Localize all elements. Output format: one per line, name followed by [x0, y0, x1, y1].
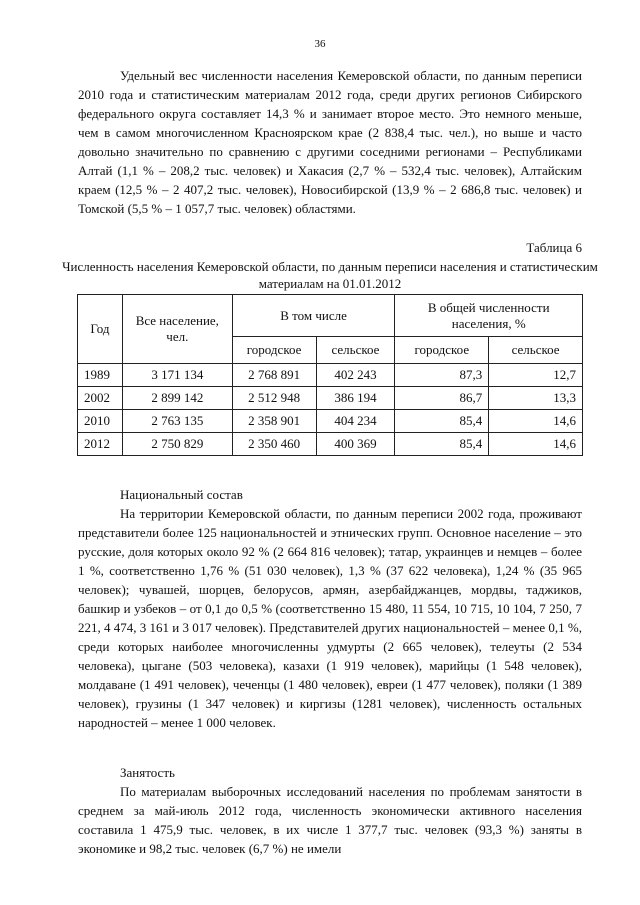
header-rural: сельское	[316, 337, 395, 364]
nationality-paragraph: На территории Кемеровской области, по данным переписи 2002 года, проживают представители более 125 национальностей и этнических групп. Основное население – это русские, доля которых около 92 % (2 664 816 человек); татар, украинцев и немцев – более 1 %, соответственно 1,76 % (51 030 человек), 1,3 % (37 622 человека), 1,24 % (35 965 человек); чувашей, шорцев, белорусов, армян, азербайджанцев, мордвы, таджиков, башкир и узбеков – от 0,1 до 0,5 % (соответственно 15 480, 11 554, 10 715, 10 104, 7 250, 7 221, 4 474, 3 161 и 3 017 человек). Представителей других национальностей – менее 0,1 %, среди которых наиболее многочисленны удмурты (2 665 человек), телеуты (2 534 человека), цыгане (503 человека), казахи (1 919 человек), марийцы (1 548 человек), молдаване (1 491 человек), чеченцы (1 480 человек), евреи (1 477 человек), поляки (1 389 человек), грузины (1 347 человек) и киргизы (1281 человек), численность остальных народностей – менее 1 000 человек.	[78, 506, 582, 730]
cell-total: 2 763 135	[122, 410, 232, 433]
cell-urban-pct: 87,3	[395, 364, 489, 387]
employment-paragraph: По материалам выборочных исследований населения по проблемам занятости в среднем за май-июль 2012 года, численность экономически активного населения составила 1 475,9 тыс. человек, в их числе 1 377,7 тыс. человек (93,3 %) заняты в экономике и 98,2 тыс. человек (6,7 %) не имели	[78, 784, 582, 856]
cell-urban-pct: 85,4	[395, 410, 489, 433]
cell-year: 2002	[78, 387, 123, 410]
table-row	[78, 410, 583, 433]
cell-year: 2012	[78, 433, 123, 456]
section-title-employment: Занятость	[120, 765, 175, 780]
table-row	[78, 433, 583, 456]
header-rural-pct: сельское	[489, 337, 583, 364]
cell-total: 3 171 134	[122, 364, 232, 387]
header-urban-pct: городское	[395, 337, 489, 364]
table-caption: Численность населения Кемеровской области, по данным переписи населения и статистическим материалам на 01.01.2012	[62, 259, 598, 291]
table-label: Таблица 6	[526, 240, 582, 255]
cell-year: 1989	[78, 364, 123, 387]
cell-urban: 2 350 460	[232, 433, 316, 456]
cell-urban: 2 768 891	[232, 364, 316, 387]
cell-urban-pct: 85,4	[395, 433, 489, 456]
header-year: Год	[78, 295, 123, 364]
header-share: В общей численности населения, %	[395, 295, 583, 337]
cell-total: 2 750 829	[122, 433, 232, 456]
cell-year: 2010	[78, 410, 123, 433]
cell-urban-pct: 86,7	[395, 387, 489, 410]
cell-rural-pct: 14,6	[489, 433, 583, 456]
section-title-nationality: Национальный состав	[120, 487, 243, 502]
cell-rural: 402 243	[316, 364, 395, 387]
intro-paragraph: Удельный вес численности населения Кемеровской области, по данным переписи 2010 года и статистическим материалам 2012 года, среди других регионов Сибирского федерального округа составляет 14,3 % и занимает второе место. Это немного меньше, чем в самом многочисленном Красноярском крае (2 838,4 тыс. чел.), но выше и часто довольно значительно по сравнению с другими соседними регионами – Республиками Алтай (1,1 % – 208,2 тыс. человек) и Хакасия (2,7 % – 532,4 тыс. человек), Алтайским краем (12,5 % – 2 407,2 тыс. человек), Новосибирской (13,9 % – 2 686,8 тыс. человек) и Томской (5,5 % – 1 057,7 тыс. человек) областями.	[78, 68, 582, 216]
cell-rural: 386 194	[316, 387, 395, 410]
cell-rural: 404 234	[316, 410, 395, 433]
cell-rural-pct: 14,6	[489, 410, 583, 433]
cell-urban: 2 512 948	[232, 387, 316, 410]
header-urban: городское	[232, 337, 316, 364]
cell-rural-pct: 13,3	[489, 387, 583, 410]
header-in-total: В том числе	[232, 295, 395, 337]
cell-rural-pct: 12,7	[489, 364, 583, 387]
table-row	[78, 364, 583, 387]
header-total: Все население, чел.	[122, 295, 232, 364]
cell-urban: 2 358 901	[232, 410, 316, 433]
cell-rural: 400 369	[316, 433, 395, 456]
cell-total: 2 899 142	[122, 387, 232, 410]
population-table	[77, 294, 583, 456]
page-number: 36	[314, 38, 326, 50]
table-row	[78, 387, 583, 410]
